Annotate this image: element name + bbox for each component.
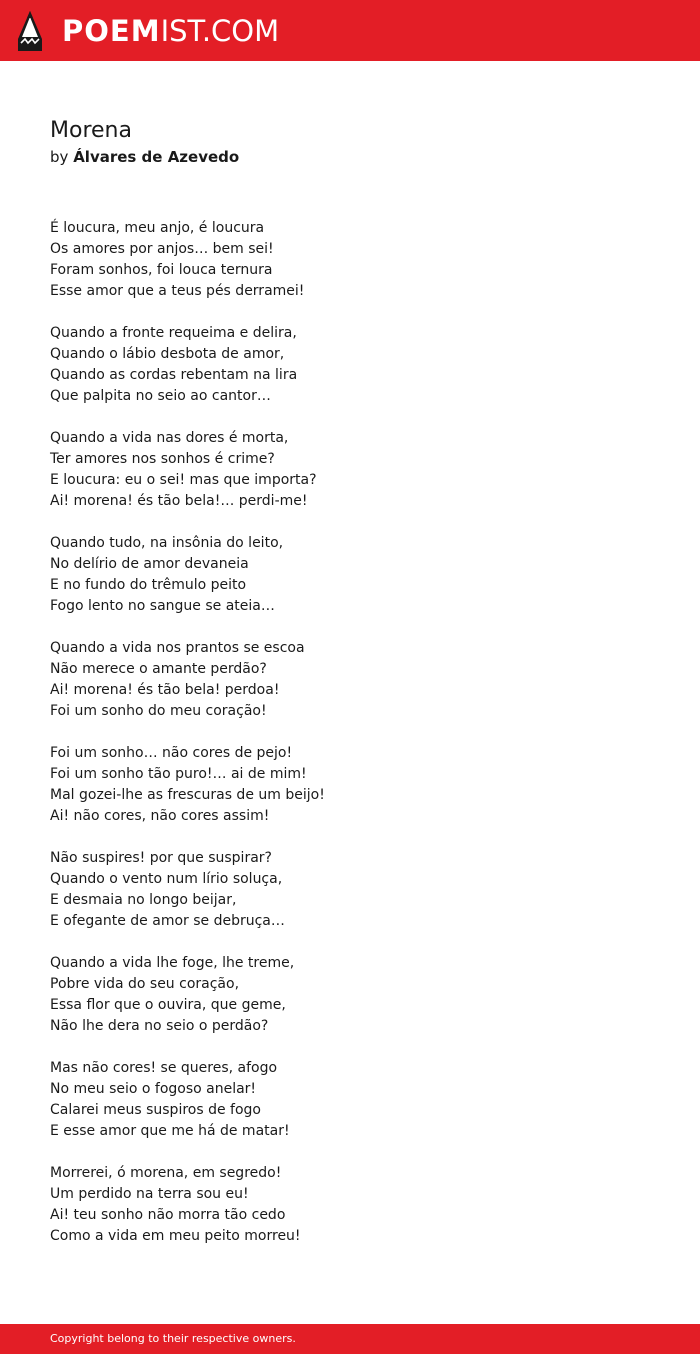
poem-title: Morena bbox=[50, 118, 132, 143]
stanza bbox=[50, 533, 650, 617]
poem-line: Não lhe dera no seio o perdão? bbox=[50, 1018, 269, 1034]
stanza bbox=[50, 638, 650, 722]
poem-line: Quando a vida lhe foge, lhe treme, bbox=[50, 955, 295, 971]
stanza bbox=[50, 953, 650, 1037]
poem-line: Foram sonhos, foi louca ternura bbox=[50, 262, 273, 278]
stanza bbox=[50, 848, 650, 932]
poem-line: Quando o vento num lírio soluça, bbox=[50, 871, 283, 887]
poem-line: Foi um sonho… não cores de pejo! bbox=[50, 745, 293, 761]
stanza bbox=[50, 1058, 650, 1142]
poem-line: Quando a vida nos prantos se escoa bbox=[50, 640, 305, 656]
poem-line: Ai! não cores, não cores assim! bbox=[50, 808, 270, 824]
site-logo-link[interactable] bbox=[17, 9, 279, 53]
poem-header bbox=[50, 117, 650, 167]
poem-line: No meu seio o fogoso anelar! bbox=[50, 1081, 257, 1097]
site-logo-text bbox=[62, 9, 279, 53]
poem-line: Não merece o amante perdão? bbox=[50, 661, 267, 677]
poem-line: Não suspires! por que suspirar? bbox=[50, 850, 272, 866]
poem-line: Foi um sonho do meu coração! bbox=[50, 703, 267, 719]
stanza bbox=[50, 323, 650, 407]
site-footer bbox=[0, 1324, 700, 1354]
poem-line: Mal gozei-lhe as frescuras de um beijo! bbox=[50, 787, 325, 803]
poem-line: Ai! morena! és tão bela!… perdi-me! bbox=[50, 493, 308, 509]
poem-line: Quando o lábio desbota de amor, bbox=[50, 346, 285, 362]
logo-text-bold: POEM bbox=[62, 14, 161, 48]
copyright-text: Copyright belong to their respective owners. bbox=[50, 1332, 296, 1345]
stanza bbox=[50, 428, 650, 512]
poem-line: Um perdido na terra sou eu! bbox=[50, 1186, 249, 1202]
poem-line: Esse amor que a teus pés derramei! bbox=[50, 283, 305, 299]
poem-line: Ter amores nos sonhos é crime? bbox=[50, 451, 275, 467]
poem-line: E loucura: eu o sei! mas que importa? bbox=[50, 472, 317, 488]
stanza bbox=[50, 1163, 650, 1247]
poem-line: E ofegante de amor se debruça… bbox=[50, 913, 285, 929]
poem-line: Pobre vida do seu coração, bbox=[50, 976, 240, 992]
author-name: Álvares de Azevedo bbox=[73, 148, 240, 166]
poem-line: No delírio de amor devaneia bbox=[50, 556, 249, 572]
poem-line: Quando tudo, na insônia do leito, bbox=[50, 535, 284, 551]
poem-byline bbox=[50, 147, 650, 167]
poem-line: Como a vida em meu peito morreu! bbox=[50, 1228, 301, 1244]
poem-line: E desmaia no longo beijar, bbox=[50, 892, 237, 908]
site-header bbox=[0, 0, 700, 61]
poem-line: Ai! morena! és tão bela! perdoa! bbox=[50, 682, 280, 698]
poem-line: É loucura, meu anjo, é loucura bbox=[50, 220, 265, 236]
poem-line: E esse amor que me há de matar! bbox=[50, 1123, 290, 1139]
poem-line: Quando a fronte requeima e delira, bbox=[50, 325, 297, 341]
poem-line: Mas não cores! se queres, afogo bbox=[50, 1060, 278, 1076]
poem-line: Quando a vida nas dores é morta, bbox=[50, 430, 289, 446]
stanza bbox=[50, 218, 650, 302]
poem-line: Quando as cordas rebentam na lira bbox=[50, 367, 298, 383]
poem-line: Foi um sonho tão puro!… ai de mim! bbox=[50, 766, 307, 782]
poem-line: Calarei meus suspiros de fogo bbox=[50, 1102, 261, 1118]
poem-line: Fogo lento no sangue se ateia… bbox=[50, 598, 275, 614]
logo-text-light: IST.COM bbox=[160, 14, 280, 48]
poem-body bbox=[50, 218, 650, 1268]
poem-line: Essa flor que o ouvira, que geme, bbox=[50, 997, 286, 1013]
poem-line: Morrerei, ó morena, em segredo! bbox=[50, 1165, 282, 1181]
poem-line: Que palpita no seio ao cantor… bbox=[50, 388, 271, 404]
byline-prefix: by bbox=[50, 148, 69, 166]
poem-line: E no fundo do trêmulo peito bbox=[50, 577, 247, 593]
pencil-icon bbox=[17, 10, 43, 52]
poem-line: Os amores por anjos… bem sei! bbox=[50, 241, 274, 257]
stanza bbox=[50, 743, 650, 827]
poem-line: Ai! teu sonho não morra tão cedo bbox=[50, 1207, 286, 1223]
